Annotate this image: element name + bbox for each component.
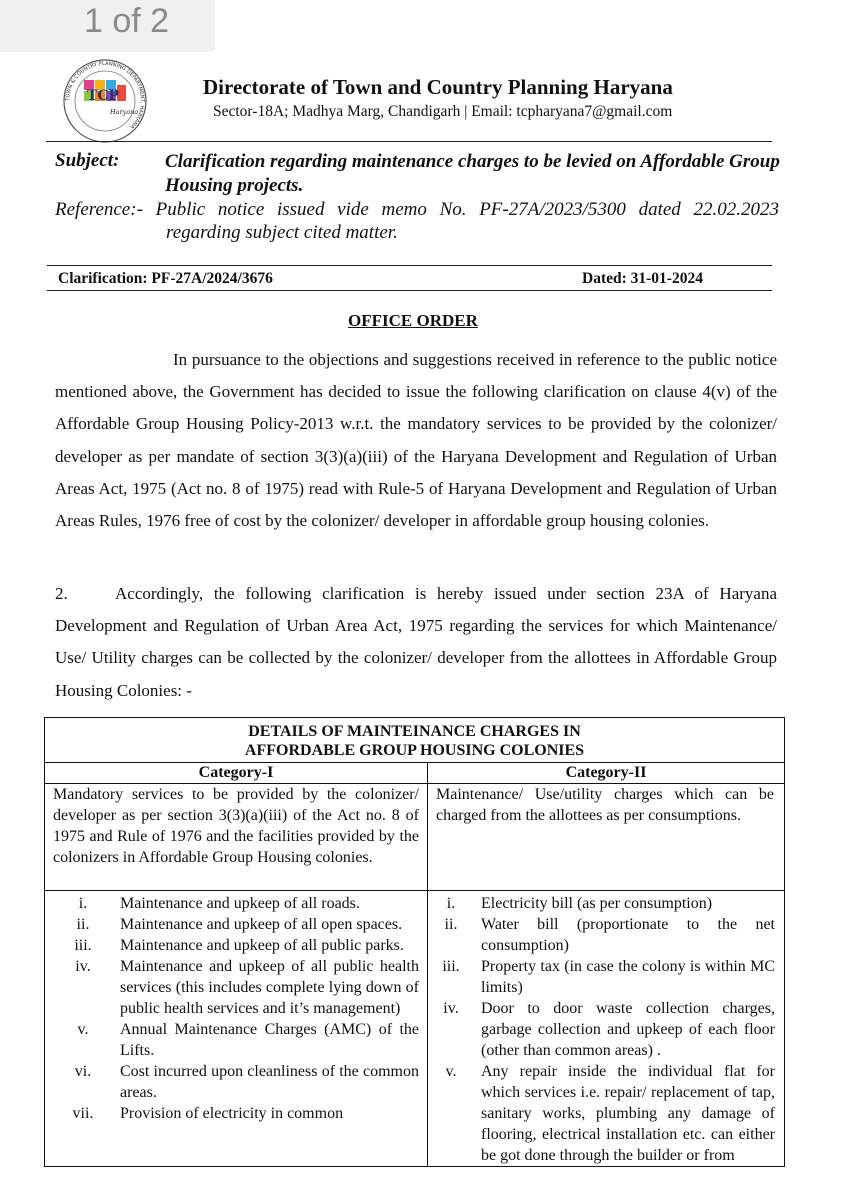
clarification-date: Dated: 31-01-2024 [582, 270, 703, 287]
list-item [45, 935, 427, 956]
list-item-text: Electricity bill (as per consumption) [481, 895, 713, 912]
subject-text: Clarification regarding maintenance charges to be levied on Affordable Group Housing projects. [165, 151, 780, 196]
list-item-number: iii. [74, 937, 92, 954]
logo-subtext: Haryana [110, 108, 139, 116]
category-1-heading: Category-I [45, 763, 428, 784]
department-logo-icon [54, 58, 156, 144]
list-item-number: iv. [75, 958, 91, 975]
category-2-description: Maintenance/ Use/utility charges which can be charged from the allottees as per consumptions. [428, 784, 785, 891]
list-item [428, 893, 784, 914]
organization-name: Directorate of Town and Country Planning Haryana [203, 75, 673, 99]
clarification-bottom-rule [47, 290, 772, 291]
logo-ring-text: TOWN & COUNTRY PLANNING DEPARTMENT, HARYANA [64, 60, 146, 130]
category-1-list [45, 891, 428, 1167]
table-title-line-2: AFFORDABLE GROUP HOUSING COLONIES [244, 742, 585, 759]
page-counter-badge [0, 0, 215, 52]
logo-text: TCP [87, 88, 120, 104]
list-item-text: Door to door waste collection charges, garbage collection and upkeep of each floor (other than common areas) . [481, 1000, 775, 1059]
list-item-number: v. [77, 1021, 89, 1038]
list-item [45, 1061, 427, 1103]
list-item-number: ii. [444, 916, 458, 933]
list-item-number: v. [445, 1063, 457, 1080]
category-2-heading: Category-II [428, 763, 785, 784]
list-item-text: Provision of electricity in common [120, 1105, 344, 1122]
clarification-top-rule [47, 265, 772, 266]
list-item-text: Property tax (in case the colony is within MC limits) [481, 958, 775, 996]
subject-label: Subject: [55, 150, 120, 171]
list-item-text: Water bill (proportionate to the net consumption) [481, 916, 775, 954]
office-order-title: OFFICE ORDER [348, 311, 478, 330]
reference-line-1: Reference:- Public notice issued vide memo No. PF-27A/2023/5300 dated 22.02.2023 [55, 199, 779, 220]
list-item-text: Maintenance and upkeep of all public health services (this includes complete lying down of public health services and it’s management) [120, 958, 419, 1017]
reference-line-2: regarding subject cited matter. [166, 222, 398, 243]
maintenance-charges-table [44, 717, 785, 1167]
list-item [428, 1061, 784, 1166]
list-item [45, 893, 427, 914]
paragraph-1: In pursuance to the objections and suggestions received in reference to the public notice mentioned above, the Government has decided to issue the following clarification on clause 4(v) of the Affordable Group Housing Policy-2013 w.r.t. the mandatory services to be provided by the colonizer/ developer as per mandate of section 3(3)(a)(iii) of the Haryana Development and Regulation of Urban Areas Act, 1975 (Act no. 8 of 1975) read with Rule-5 of Haryana Development and Regulation of Urban Areas Rules, 1976 free of cost by the colonizer/ developer in affordable group housing colonies. [55, 350, 777, 531]
table-title-line-1: DETAILS OF MAINTEINANCE CHARGES IN [248, 723, 581, 740]
list-item [45, 1103, 427, 1124]
department-logo [54, 58, 156, 144]
list-item-text: Maintenance and upkeep of all open spaces. [120, 916, 403, 933]
page-counter-text: 1 of 2 [84, 2, 170, 40]
category-1-description: Mandatory services to be provided by the colonizer/ developer as per section 3(3)(a)(iii) of the Act no. 8 of 1975 and Rule of 1976 and the facilities provided by the colonizers in Affordable Group Housing colonies. [45, 784, 428, 891]
list-item [45, 956, 427, 1019]
list-item-text: Any repair inside the individual flat for which services i.e. repair/ replacement of tap, sanitary works, plumbing any damage of flooring, electrical installation etc. can either be got done through the builder or from [481, 1063, 775, 1164]
list-item-text: Cost incurred upon cleanliness of the common areas. [120, 1063, 419, 1101]
list-item-number: i. [446, 895, 456, 912]
list-item-text: Maintenance and upkeep of all roads. [120, 895, 360, 912]
list-item [45, 914, 427, 935]
header-divider [46, 141, 772, 142]
category-2-list [428, 891, 785, 1167]
list-item [428, 914, 784, 956]
paragraph-2-text: Accordingly, the following clarification is hereby issued under section 23A of Haryana Development and Regulation of Urban Area Act, 1975 regarding the services for which Maintenance/ Use/ Utility charges can be collected by the colonizer/ developer from the allottees in Affordable Group Housing Colonies: - [55, 584, 777, 700]
list-item-number: iv. [443, 1000, 459, 1017]
list-item-number: iii. [442, 958, 460, 975]
clarification-number: Clarification: PF-27A/2024/3676 [58, 270, 273, 287]
table-title [45, 718, 785, 763]
list-item-text: Annual Maintenance Charges (AMC) of the Lifts. [120, 1021, 419, 1059]
paragraph-2-number: 2. [55, 584, 68, 603]
list-item-number: i. [78, 895, 88, 912]
list-item-number: ii. [76, 916, 90, 933]
organization-address: Sector-18A; Madhya Marg, Chandigarh | Email: tcpharyana7@gmail.com [213, 103, 673, 120]
list-item [428, 998, 784, 1061]
list-item [428, 956, 784, 998]
list-item-text: Maintenance and upkeep of all public parks. [120, 937, 404, 954]
list-item-number: vi. [74, 1063, 92, 1080]
list-item-number: vii. [72, 1105, 94, 1122]
list-item [45, 1019, 427, 1061]
paragraph-2 [55, 578, 777, 707]
